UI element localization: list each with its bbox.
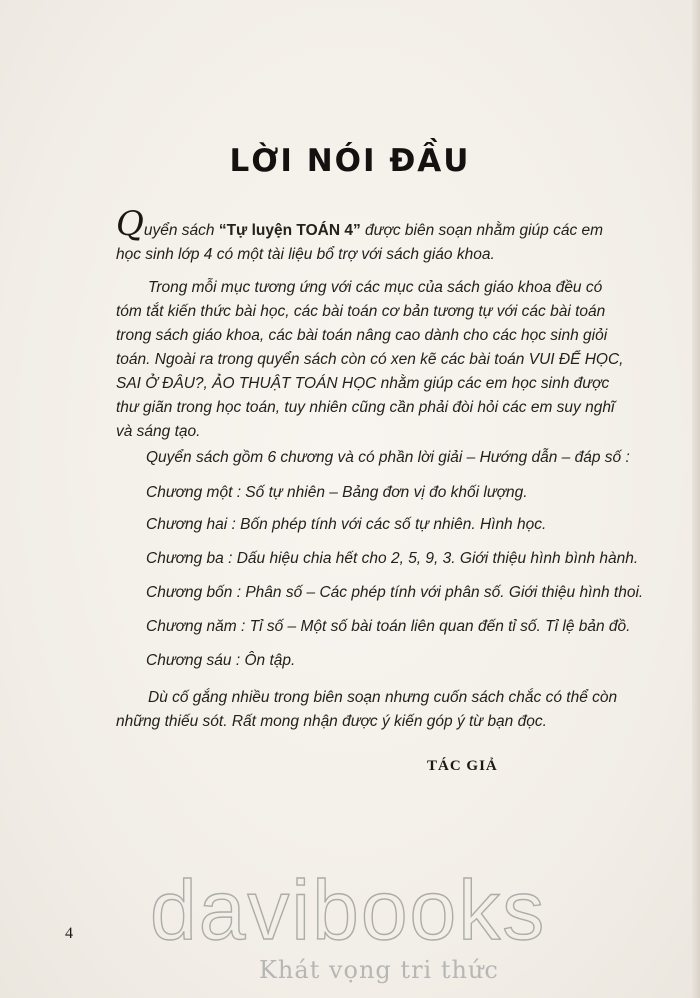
intro-paragraph	[116, 204, 628, 267]
intro-text-after: được biên soạn nhằm giúp các em học sinh lớp 4 có một tài liệu bổ trợ với sách giáo khoa.	[116, 222, 604, 263]
chapter-item: Chương sáu : Ôn tập.	[146, 652, 296, 669]
page-title: LỜI NÓI ĐẦU	[229, 143, 471, 179]
chapter-item: Chương bốn : Phân số – Các phép tính với phân số. Giới thiệu hình thoi.	[146, 584, 644, 601]
book-title: “Tự luyện TOÁN 4”	[218, 222, 361, 239]
watermark-brand: davibooks	[150, 863, 547, 957]
chapter-item: Chương năm : Tỉ số – Một số bài toán liên quan đến tỉ số. Tỉ lệ bản đồ.	[146, 618, 631, 635]
closing-paragraph: Dù cố gắng nhiều trong biên soạn nhưng cuốn sách chắc có thể còn những thiếu sót. Rất mong nhận được ý kiến góp ý từ bạn đọc.	[116, 689, 618, 730]
watermark-tagline: Khát vọng tri thức	[259, 956, 499, 984]
dropcap-letter: Q	[116, 204, 144, 244]
chapter-item: Chương hai : Bốn phép tính với các số tự nhiên. Hình học.	[146, 516, 547, 533]
structure-intro: Quyển sách gồm 6 chương và có phần lời giải – Hướng dẫn – đáp số :	[146, 449, 630, 466]
chapter-item: Chương một : Số tự nhiên – Bảng đơn vị đo khối lượng.	[146, 484, 528, 501]
author-signature: TÁC GIẢ	[427, 758, 498, 774]
description-paragraph: Trong mỗi mục tương ứng với các mục của sách giáo khoa đều có tóm tắt kiến thức bài học, các bài toán cơ bản tương tự với các bài toán trong sách giáo khoa, các bài toán nâng cao dành cho các học sinh giỏi toán. Ngoài ra trong quyển sách còn có xen kẽ các bài toán VUI ĐỂ HỌC, SAI Ở ĐÂU?, ẢO THUẬT TOÁN HỌC nhằm giúp các em học sinh được thư giãn trong học toán, tuy nhiên cũng cần phải đòi hỏi các em suy nghĩ và sáng tạo.	[116, 279, 624, 440]
chapter-item: Chương ba : Dấu hiệu chia hết cho 2, 5, 9, 3. Giới thiệu hình bình hành.	[146, 550, 639, 567]
page-number: 4	[65, 925, 73, 942]
intro-text-before: uyển sách	[143, 222, 219, 239]
